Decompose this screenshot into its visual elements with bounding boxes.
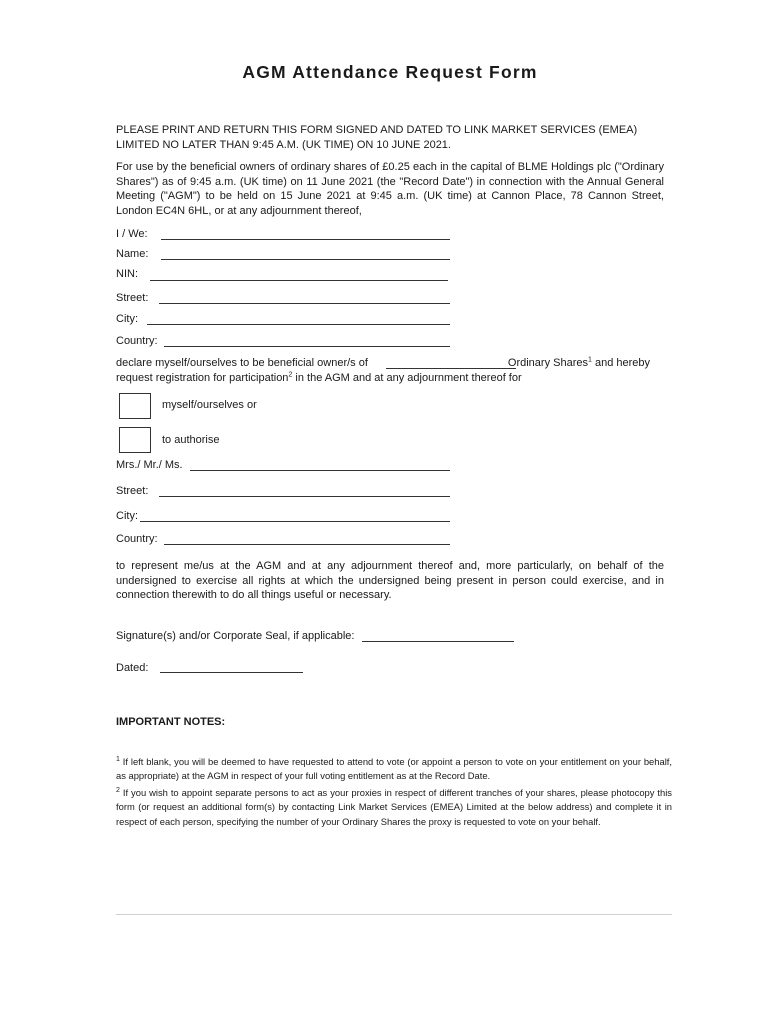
- proxy-name-field: [116, 459, 183, 474]
- footnote-2: [116, 786, 672, 829]
- name-label: Name:: [116, 248, 149, 260]
- i-we-input-line[interactable]: [161, 239, 450, 240]
- myself-option-label: myself/ourselves or: [162, 399, 257, 411]
- declaration-text-3: and hereby request registration for participation: [116, 357, 651, 384]
- footnote-1: [116, 755, 672, 784]
- name-input-line[interactable]: [161, 259, 450, 260]
- nin-field: [116, 268, 138, 283]
- mrs-mr-ms-label: Mrs./ Mr./ Ms.: [116, 459, 183, 471]
- dated-input-line[interactable]: [160, 672, 303, 673]
- footnote-1-text: If left blank, you will be deemed to have requested to attend to vote (or appoint a person to vote on your entitlement on your behalf, as appropriate) at the AGM in respect of your full voting entitlement as at the Record Date.: [116, 756, 672, 782]
- dated-label: Dated:: [116, 662, 149, 674]
- nin-label: NIN:: [116, 268, 138, 280]
- street-field: [116, 292, 148, 307]
- proxy-city-field: [116, 510, 138, 525]
- important-notes-heading: IMPORTANT NOTES:: [116, 716, 226, 728]
- nin-input-line[interactable]: [150, 280, 448, 281]
- city-input-line[interactable]: [147, 324, 450, 325]
- name-field: [116, 248, 148, 263]
- proxy-country-label: Country:: [116, 533, 158, 545]
- proxy-city-label: City:: [116, 510, 138, 522]
- proxy-street-label: Street:: [116, 485, 149, 497]
- i-we-field: [116, 228, 148, 243]
- dated-field: [116, 662, 148, 677]
- declaration-text-1: declare myself/ourselves to be beneficial owner/s of: [116, 357, 368, 369]
- declaration-paragraph: [116, 356, 664, 385]
- country-field: [116, 335, 158, 350]
- signature-field: [116, 630, 354, 645]
- footnote-2-number: 2: [116, 786, 120, 794]
- i-we-label: I / We:: [116, 228, 148, 240]
- myself-checkbox[interactable]: [119, 393, 151, 419]
- proxy-street-input-line[interactable]: [159, 496, 450, 497]
- return-instruction: PLEASE PRINT AND RETURN THIS FORM SIGNED AND DATED TO LINK MARKET SERVICES (EMEA) LIMITED NO LATER THAN 9:45 A.M. (UK TIME) ON 10 JUNE 2021.: [116, 124, 638, 151]
- country-label: Country:: [116, 335, 158, 347]
- authorise-option-label: to authorise: [162, 434, 220, 446]
- footnote-ref-2: 2: [288, 370, 293, 378]
- signature-input-line[interactable]: [362, 641, 514, 642]
- proxy-country-input-line[interactable]: [164, 544, 450, 545]
- footer-divider: [116, 914, 672, 915]
- footnote-2-text: If you wish to appoint separate persons to act as your proxies in respect of different tranches of your shares, please photocopy this form (or request an additional form(s) by contacting Link Market Services (EMEA) Limited at the below address) and complete it in respect of each person, specifying the number of your Ordinary Shares the proxy is requested to vote on your behalf.: [116, 787, 672, 827]
- signature-label: Signature(s) and/or Corporate Seal, if applicable:: [116, 630, 355, 642]
- footnote-ref-1: 1: [588, 356, 592, 364]
- street-label: Street:: [116, 292, 149, 304]
- footnote-1-number: 1: [116, 755, 120, 763]
- proxy-street-field: [116, 485, 148, 500]
- intro-paragraph: For use by the beneficial owners of ordinary shares of £0.25 each in the capital of BLME Holdings plc ("Ordinary Shares") as of 9:45 a.m. (UK time) on 11 June 2021 (the "Record Date") in connection with the Annual General Meeting ("AGM") to be held on 15 June 2021 at 9:45 a.m. (UK time) at Cannon Place, 78 Cannon Street, London EC4N 6HL, or at any adjournment thereof,: [116, 161, 664, 217]
- city-field: [116, 313, 138, 328]
- country-input-line[interactable]: [164, 346, 450, 347]
- declaration-text-4: in the AGM and at any adjournment thereof for: [292, 371, 522, 384]
- proxy-city-input-line[interactable]: [140, 521, 450, 522]
- street-input-line[interactable]: [159, 303, 450, 304]
- representation-paragraph: to represent me/us at the AGM and at any adjournment thereof and, more particularly, on behalf of the undersigned to exercise all rights at which the undersigned being present in person could exercise, and in connection therewith to do all things useful or necessary.: [116, 560, 664, 602]
- city-label: City:: [116, 313, 138, 325]
- declaration-text-2: Ordinary Shares: [507, 357, 588, 369]
- shares-count-input-line[interactable]: [386, 368, 516, 369]
- authorise-checkbox[interactable]: [119, 427, 151, 453]
- proxy-country-field: [116, 533, 158, 548]
- proxy-name-input-line[interactable]: [190, 470, 450, 471]
- form-title: AGM Attendance Request Form: [242, 62, 538, 82]
